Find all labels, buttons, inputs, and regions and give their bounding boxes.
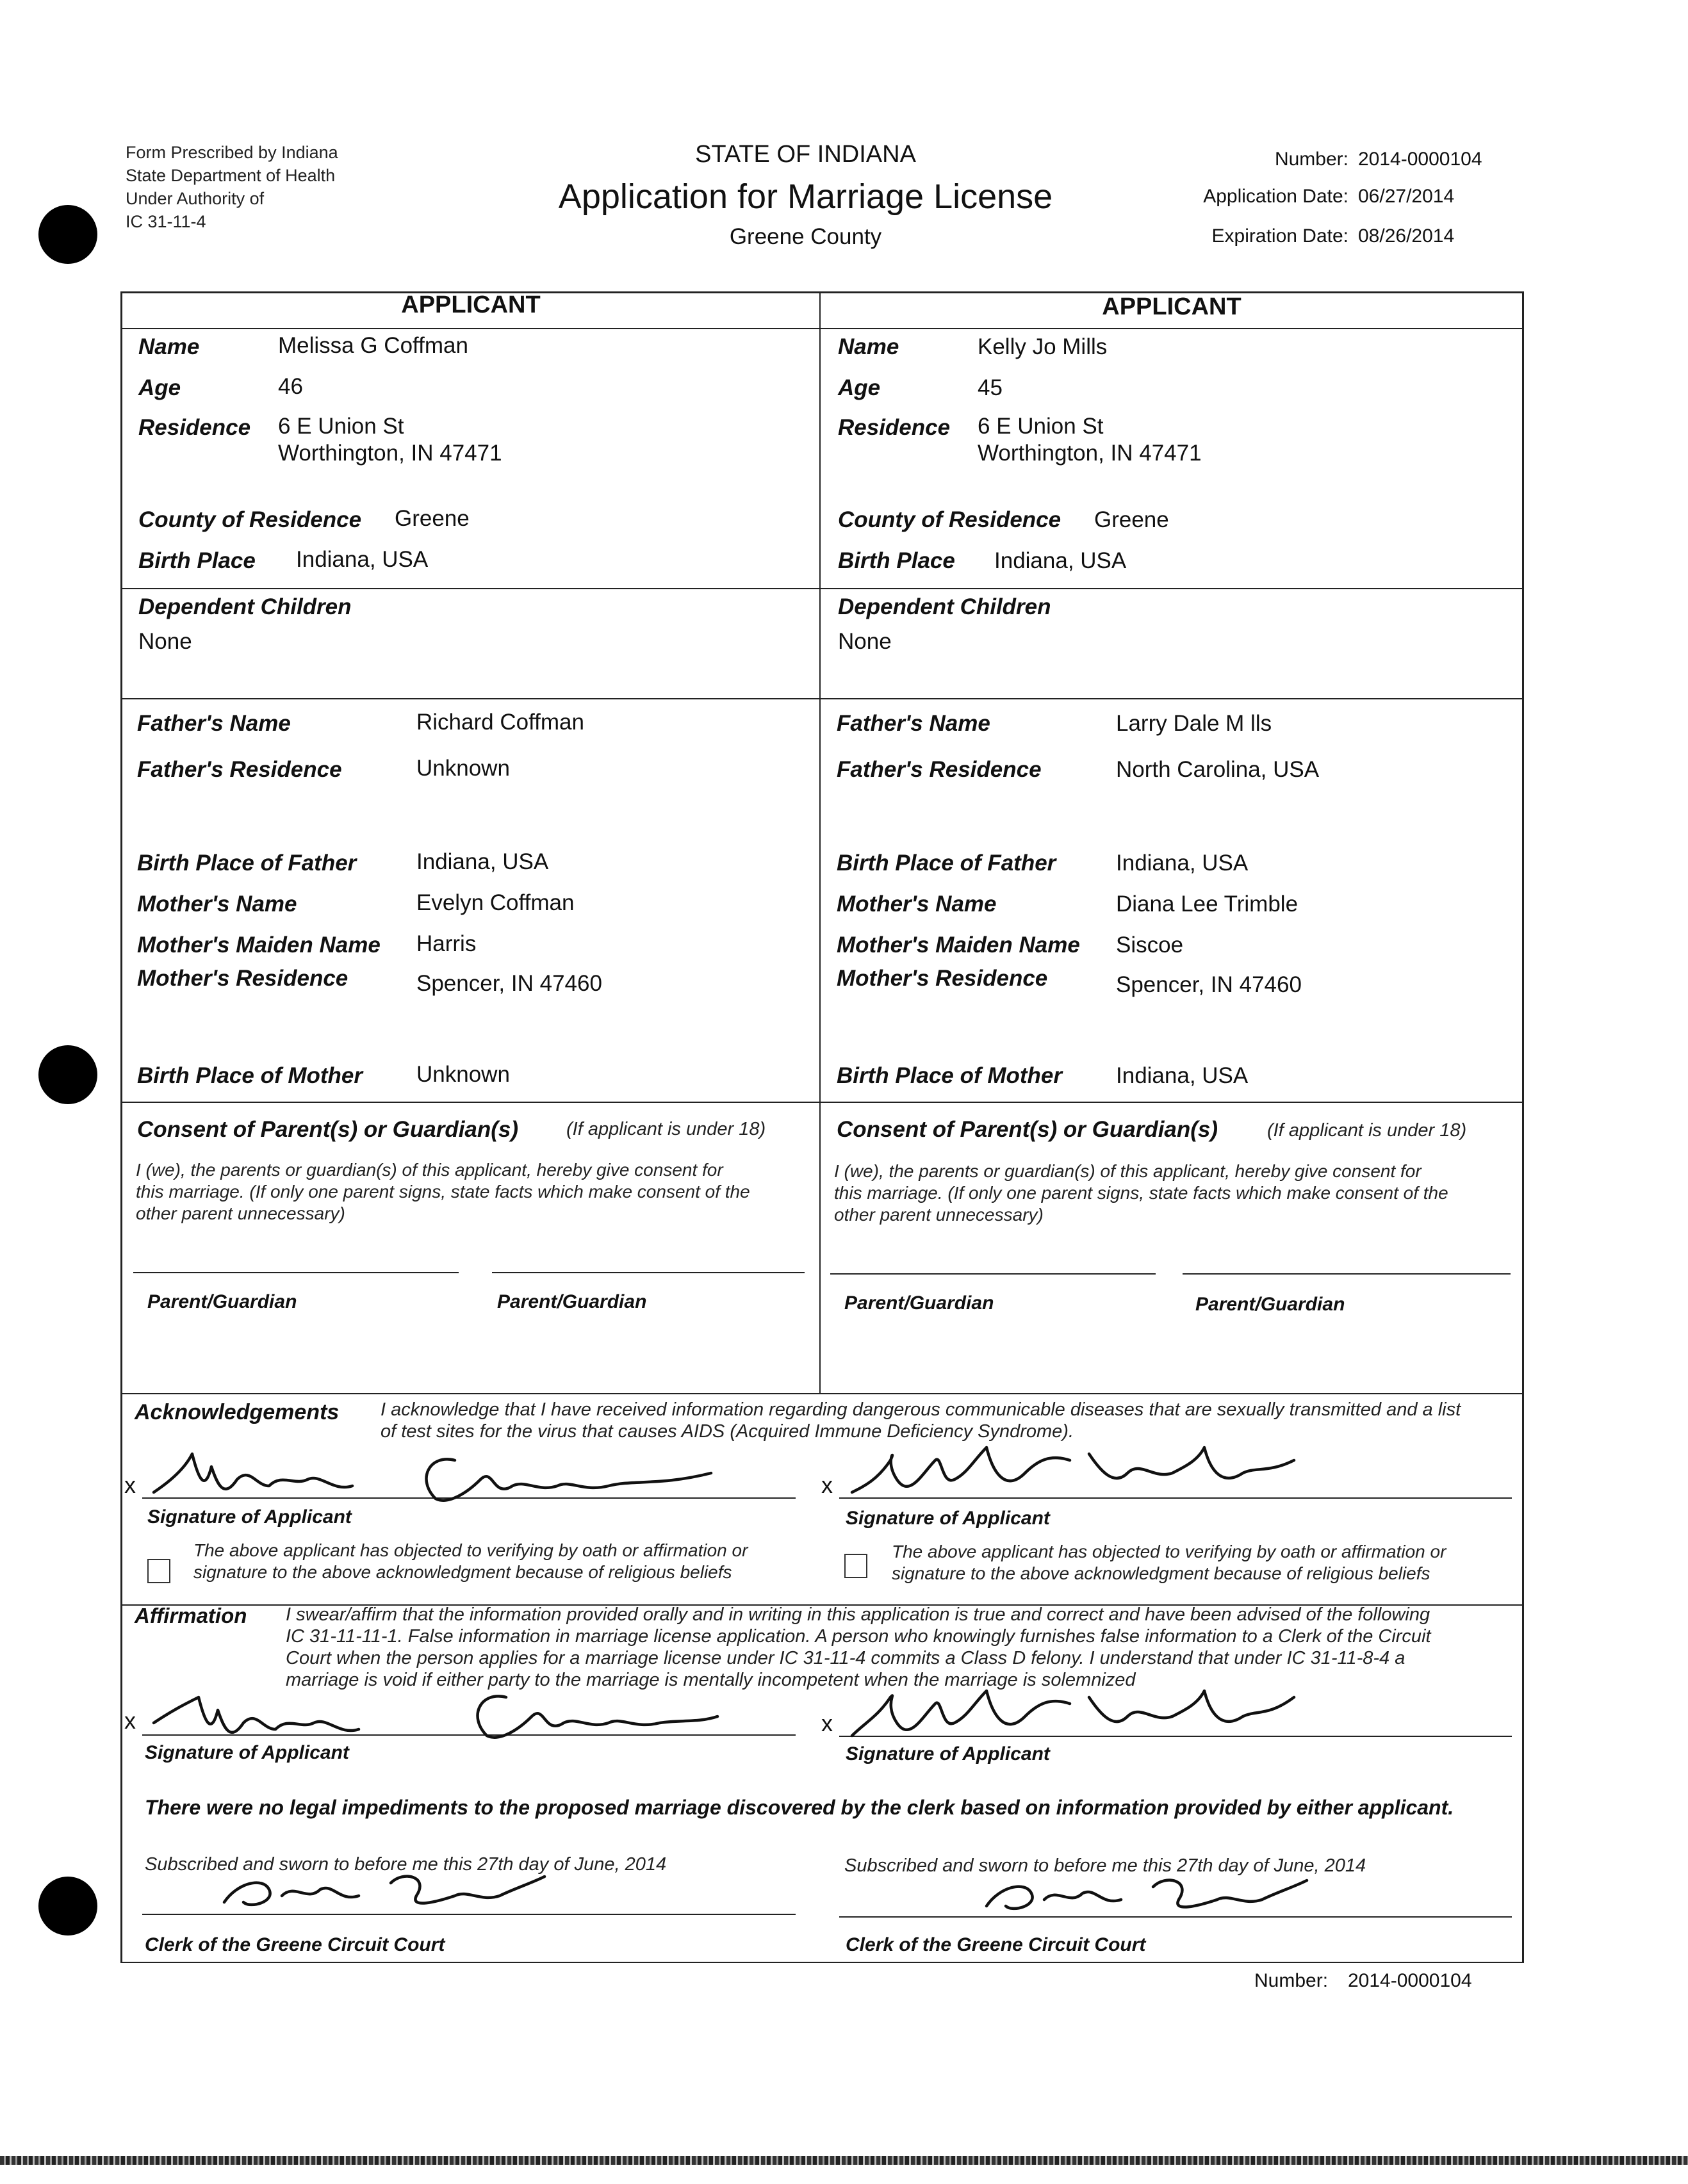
mothers-maiden-name-label: Mother's Maiden Name — [837, 933, 1080, 958]
authority-line: State Department of Health — [126, 166, 336, 185]
applicant-2-birth-place: Indiana, USA — [994, 548, 1127, 573]
applicant-1-heading: APPLICANT — [401, 291, 541, 318]
parent-guardian-label: Parent/Guardian — [147, 1291, 297, 1312]
objection-text: The above applicant has objected to verifying by oath or affirmation or — [193, 1540, 748, 1560]
objection-text: signature to the above acknowledgment because of religious beliefs — [193, 1562, 732, 1582]
footer-number-label: Number: — [1254, 1970, 1329, 1991]
punch-hole-middle — [38, 1045, 97, 1104]
county-of-residence-label: County of Residence — [838, 507, 1061, 532]
dependent-children-label: Dependent Children — [838, 594, 1051, 619]
application-date-label: Application Date: — [1203, 186, 1348, 207]
mothers-name-label: Mother's Name — [137, 892, 297, 917]
applicant-2-residence-line1: 6 E Union St — [978, 414, 1104, 439]
applicant-2-mothers-maiden-name: Siscoe — [1116, 933, 1184, 958]
objection-text: The above applicant has objected to verifying by oath or affirmation or — [892, 1542, 1446, 1561]
applicant-2-signature — [846, 1435, 1307, 1512]
objection-text: signature to the above acknowledgment because of religious beliefs — [892, 1563, 1430, 1583]
authority-line: Under Authority of — [126, 189, 265, 208]
signature-of-applicant-label: Signature of Applicant — [846, 1743, 1050, 1764]
applicant-2-birth-place-mother: Indiana, USA — [1116, 1063, 1249, 1088]
applicant-1-fathers-name: Richard Coffman — [416, 710, 584, 735]
applicant-2-objection-checkbox[interactable] — [844, 1554, 867, 1578]
signature-of-applicant-label: Signature of Applicant — [147, 1506, 352, 1528]
parent-guardian-label: Parent/Guardian — [497, 1291, 647, 1312]
consent-text-line: this marriage. (If only one parent signs, state facts which make consent of the — [834, 1183, 1448, 1203]
parent-guardian-signature-line[interactable] — [133, 1272, 459, 1273]
name-label: Name — [138, 334, 200, 359]
applicant-1-dependent-children: None — [138, 629, 192, 654]
applicant-1-birth-place-mother: Unknown — [416, 1062, 510, 1087]
fathers-name-label: Father's Name — [137, 711, 291, 736]
applicant-2-dependent-children: None — [838, 629, 892, 654]
mothers-name-label: Mother's Name — [837, 892, 997, 917]
subscribed-sworn-text: Subscribed and sworn to before me this 27th day of June, 2014 — [145, 1854, 667, 1875]
signature-x-mark: x — [821, 1472, 833, 1498]
authority-line: IC 31-11-4 — [126, 212, 206, 231]
mothers-maiden-name-label: Mother's Maiden Name — [137, 933, 381, 958]
footer-number-value: 2014-0000104 — [1348, 1970, 1472, 1991]
subscribed-sworn-text: Subscribed and sworn to before me this 27th day of June, 2014 — [844, 1855, 1366, 1876]
fathers-residence-label: Father's Residence — [137, 757, 342, 782]
consent-text-line: other parent unnecessary) — [136, 1203, 345, 1223]
consent-title: Consent of Parent(s) or Guardian(s) — [837, 1117, 1218, 1142]
applicant-2-county: Greene — [1094, 507, 1169, 532]
birth-place-mother-label: Birth Place of Mother — [137, 1063, 363, 1088]
signature-x-mark: x — [124, 1472, 136, 1498]
authority-line: Form Prescribed by Indiana — [126, 143, 338, 162]
applicant-2-heading: APPLICANT — [1102, 293, 1241, 320]
applicant-2-fathers-residence: North Carolina, USA — [1116, 757, 1320, 782]
mothers-residence-label: Mother's Residence — [837, 966, 1048, 991]
clerk-label: Clerk of the Greene Circuit Court — [145, 1934, 445, 1955]
county-of-residence-label: County of Residence — [138, 507, 362, 532]
applicant-1-age: 46 — [278, 374, 303, 399]
birth-place-label: Birth Place — [838, 548, 955, 573]
signature-of-applicant-label: Signature of Applicant — [846, 1508, 1050, 1529]
parent-guardian-signature-line[interactable] — [492, 1272, 805, 1273]
punch-hole-bottom — [38, 1877, 97, 1935]
affirmation-title: Affirmation — [135, 1604, 247, 1627]
applicant-1-mothers-maiden-name: Harris — [416, 931, 477, 956]
number-value: 2014-0000104 — [1358, 149, 1482, 170]
consent-text-line: I (we), the parents or guardian(s) of this applicant, hereby give consent for — [136, 1160, 723, 1180]
birth-place-father-label: Birth Place of Father — [137, 851, 357, 876]
applicant-2-age: 45 — [978, 375, 1003, 400]
applicant-1-fathers-residence: Unknown — [416, 756, 510, 781]
applicant-1-name: Melissa G Coffman — [278, 333, 468, 358]
affirmation-text: Court when the person applies for a marriage license under IC 31-11-4 commits a Class D felony. I understand that under IC 31-11-8-4 a — [286, 1648, 1405, 1668]
applicant-1-county: Greene — [395, 506, 470, 531]
consent-text-line: I (we), the parents or guardian(s) of this applicant, hereby give consent for — [834, 1161, 1422, 1181]
applicant-1-signature — [147, 1441, 724, 1512]
birth-place-mother-label: Birth Place of Mother — [837, 1063, 1062, 1088]
mothers-residence-label: Mother's Residence — [137, 966, 348, 991]
applicant-1-objection-checkbox[interactable] — [147, 1559, 170, 1583]
acknowledgements-text: of test sites for the virus that causes AIDS (Acquired Immune Deficiency Syndrome). — [381, 1421, 1074, 1442]
number-label: Number: — [1274, 149, 1348, 170]
applicant-2-birth-place-father: Indiana, USA — [1116, 851, 1249, 876]
dependent-children-label: Dependent Children — [138, 594, 352, 619]
residence-label: Residence — [138, 415, 251, 440]
clerk-label: Clerk of the Greene Circuit Court — [846, 1934, 1146, 1955]
birth-place-label: Birth Place — [138, 548, 256, 573]
county-heading: Greene County — [729, 224, 882, 249]
consent-text-line: other parent unnecessary) — [834, 1205, 1044, 1225]
applicant-1-birth-place-father: Indiana, USA — [416, 849, 549, 874]
applicant-2-fathers-name: Larry Dale M lls — [1116, 711, 1272, 736]
residence-label: Residence — [838, 415, 951, 440]
state-heading: STATE OF INDIANA — [695, 141, 916, 168]
parent-guardian-signature-line[interactable] — [830, 1273, 1156, 1275]
applicant-2-mothers-name: Diana Lee Trimble — [1116, 892, 1299, 917]
signature-x-mark: x — [821, 1710, 833, 1736]
clerk-signature-1 — [211, 1857, 570, 1921]
applicant-1-birth-place: Indiana, USA — [296, 547, 429, 572]
consent-note: (If applicant is under 18) — [1267, 1120, 1467, 1141]
consent-note: (If applicant is under 18) — [566, 1119, 766, 1139]
impediments-statement: There were no legal impediments to the proposed marriage discovered by the clerk based on information provided by either applicant. — [145, 1796, 1454, 1819]
applicant-1-residence-line1: 6 E Union St — [278, 414, 404, 439]
affirmation-text: I swear/affirm that the information provided orally and in writing in this application is true and correct and have been advised of the following — [286, 1604, 1430, 1625]
consent-text-line: this marriage. (If only one parent signs, state facts which make consent of the — [136, 1182, 750, 1202]
parent-guardian-label: Parent/Guardian — [844, 1292, 994, 1314]
page-title: Application for Marriage License — [558, 177, 1053, 216]
applicant-1-residence-line2: Worthington, IN 47471 — [278, 441, 502, 466]
birth-place-father-label: Birth Place of Father — [837, 851, 1056, 876]
clerk-signature-2 — [974, 1861, 1332, 1925]
name-label: Name — [838, 334, 899, 359]
parent-guardian-signature-line[interactable] — [1183, 1273, 1511, 1275]
applicant-2-residence-line2: Worthington, IN 47471 — [978, 441, 1202, 466]
signature-x-mark: x — [124, 1707, 136, 1734]
age-label: Age — [138, 375, 181, 400]
applicant-2-mothers-residence: Spencer, IN 47460 — [1116, 972, 1302, 997]
applicant-1-mothers-residence: Spencer, IN 47460 — [416, 971, 602, 996]
acknowledgements-text: I acknowledge that I have received information regarding dangerous communicable diseases that are sexually transmitted and a list — [381, 1399, 1461, 1420]
affirmation-text: marriage is void if either party to the marriage is mentally incompetent when the marriage is solemnized — [286, 1670, 1136, 1690]
consent-title: Consent of Parent(s) or Guardian(s) — [137, 1117, 519, 1142]
age-label: Age — [838, 375, 881, 400]
fathers-name-label: Father's Name — [837, 711, 990, 736]
scan-edge — [0, 2156, 1688, 2165]
signature-of-applicant-label: Signature of Applicant — [145, 1742, 349, 1763]
affirmation-text: IC 31-11-11-1. False information in marriage license application. A person who knowingly furnishes false information to a Clerk of the Circuit — [286, 1626, 1431, 1647]
applicant-1-mothers-name: Evelyn Coffman — [416, 890, 575, 915]
expiration-date-label: Expiration Date: — [1211, 225, 1348, 247]
expiration-date-value: 08/26/2014 — [1358, 225, 1455, 247]
application-date-value: 06/27/2014 — [1358, 186, 1455, 207]
fathers-residence-label: Father's Residence — [837, 757, 1042, 782]
acknowledgements-title: Acknowledgements — [135, 1400, 340, 1424]
applicant-2-name: Kelly Jo Mills — [978, 334, 1108, 359]
parent-guardian-label: Parent/Guardian — [1195, 1294, 1345, 1315]
